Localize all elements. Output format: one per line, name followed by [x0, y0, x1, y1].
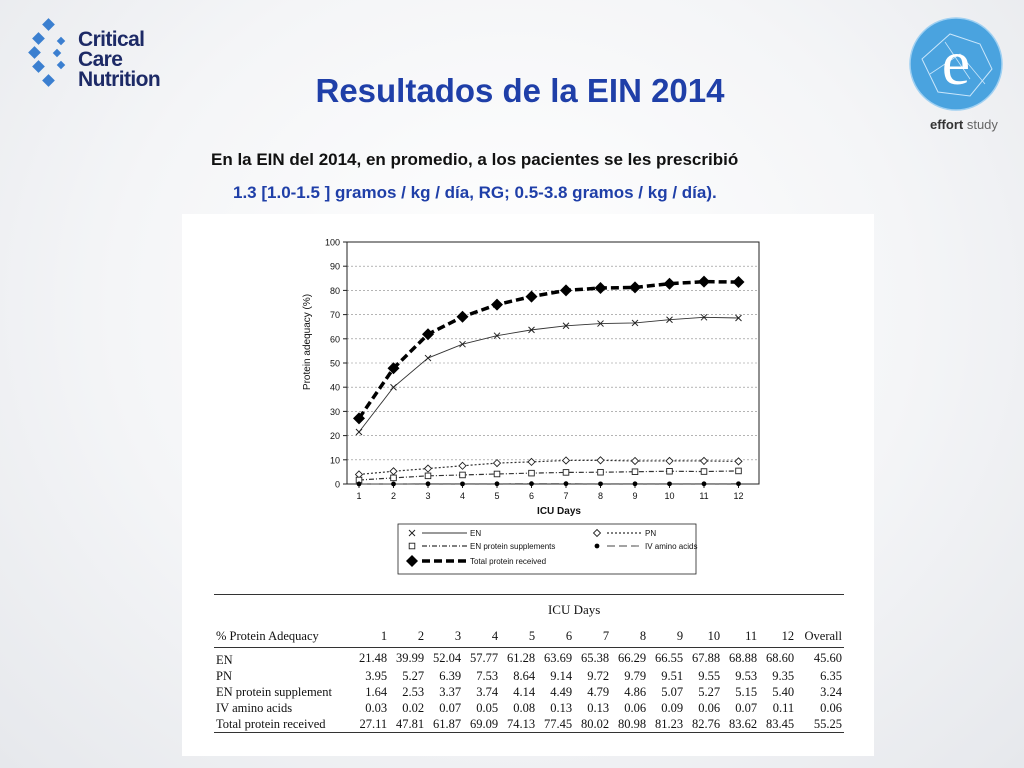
data-point [391, 482, 396, 487]
table-cell: 0.07 [439, 700, 462, 715]
table-cell: 0.09 [661, 700, 684, 715]
table-column-header: 3 [426, 625, 463, 648]
legend-label: Total protein received [470, 557, 547, 566]
table-cell: 83.62 [722, 716, 759, 733]
table-cell: 67.88 [692, 650, 721, 665]
data-point [563, 457, 570, 464]
data-point [736, 481, 741, 486]
table-cell: 0.13 [550, 700, 573, 715]
y-tick-label: 70 [329, 310, 340, 321]
table-cell: 68.88 [729, 650, 758, 665]
x-tick-label: 11 [699, 491, 709, 501]
table-column-header: 7 [574, 625, 611, 648]
data-point [564, 481, 569, 486]
subtitle-line-2: 1.3 [1.0-1.5 ] gramos / kg / día, RG; 0.5-3.8 gramos / kg / día). [233, 183, 717, 202]
data-point [491, 299, 503, 311]
table-row-label: IV amino acids [216, 700, 293, 715]
data-point [598, 469, 604, 475]
table-cell: 5.40 [772, 684, 795, 699]
table-cell: 9.14 [550, 668, 573, 683]
y-tick-label: 30 [329, 406, 340, 417]
table-cell: 7.53 [476, 668, 499, 683]
data-point [629, 281, 641, 293]
x-tick-label: 5 [494, 491, 500, 501]
table-cell: 21.48 [359, 650, 388, 665]
table-cell: 61.87 [426, 716, 463, 733]
effort-study-wordmark [930, 117, 998, 132]
table-cell: 82.76 [685, 716, 722, 733]
y-tick-label: 80 [329, 285, 340, 296]
table-row-label: EN protein supplement [216, 684, 332, 699]
table-cell: 4.49 [550, 684, 573, 699]
table-cell: 0.06 [820, 700, 842, 715]
data-point [632, 469, 638, 475]
data-point [701, 469, 707, 475]
effort-word: effort [930, 117, 964, 132]
data-point [459, 462, 466, 469]
table-column-header: 2 [389, 625, 426, 648]
data-point [563, 470, 569, 476]
table-cell: 80.02 [574, 716, 611, 733]
table-cell: 27.11 [352, 716, 389, 733]
table-cell: 68.60 [766, 650, 795, 665]
table-cell: 8.64 [513, 668, 536, 683]
table-cell: 45.60 [813, 650, 842, 665]
table-row [214, 648, 844, 669]
table-group-header: ICU Days [547, 602, 601, 617]
subtitle-line-1: En la EIN del 2014, en promedio, a los pacientes se les prescribió [211, 150, 739, 169]
x-axis-label: ICU Days [537, 506, 581, 517]
table-column-header: 11 [722, 625, 759, 648]
data-point [494, 460, 501, 467]
table-row [214, 700, 844, 716]
data-point [702, 481, 707, 486]
data-point [425, 473, 431, 479]
table-cell: 4.86 [624, 684, 647, 699]
data-point [597, 457, 604, 464]
table-cell: 4.14 [513, 684, 536, 699]
brand-line-1: Critical Care [78, 28, 145, 71]
legend-marker [595, 544, 600, 549]
table-cell: 0.08 [513, 700, 536, 715]
data-point [735, 458, 742, 465]
y-tick-label: 100 [324, 237, 340, 248]
x-tick-label: 1 [356, 491, 362, 501]
data-point [666, 457, 673, 464]
table-cell: 9.79 [624, 668, 647, 683]
x-tick-label: 8 [597, 491, 604, 501]
table-cell: 65.38 [581, 650, 610, 665]
effort-study-logo [900, 14, 1010, 134]
data-point [736, 468, 742, 474]
table-column-header: 10 [685, 625, 722, 648]
data-point [529, 481, 534, 486]
data-point [733, 276, 745, 288]
x-tick-label: 9 [632, 491, 638, 501]
table-cell: 77.45 [537, 716, 574, 733]
table-cell: 3.37 [439, 684, 462, 699]
y-tick-label: 90 [329, 261, 340, 272]
data-point [425, 355, 431, 361]
series-line [359, 471, 739, 480]
legend-label: EN protein supplements [470, 542, 556, 551]
data-point [698, 276, 710, 288]
table-cell: 9.53 [735, 668, 758, 683]
table-cell: 1.64 [365, 684, 388, 699]
table-row [214, 668, 844, 684]
table-cell: 0.05 [476, 700, 499, 715]
table-cell: 0.07 [735, 700, 758, 715]
protein-adequacy-table [214, 594, 844, 733]
data-point [460, 472, 466, 478]
series-2 [356, 468, 741, 483]
legend-label: EN [470, 529, 482, 538]
table-cell: 5.15 [735, 684, 758, 699]
table-cell: 0.06 [624, 700, 647, 715]
table-cell: 0.11 [772, 700, 795, 715]
table-column-header: 1 [352, 625, 389, 648]
table-cell: 39.99 [396, 650, 425, 665]
table-cell: 52.04 [433, 650, 462, 665]
data-point [425, 465, 432, 472]
table-cell: 5.07 [661, 684, 684, 699]
table-row-label: EN [216, 652, 233, 667]
series-4 [353, 276, 745, 425]
data-point [664, 278, 676, 290]
table-cell: 3.95 [365, 668, 388, 683]
x-tick-label: 7 [563, 491, 569, 501]
table-cell: 2.53 [402, 684, 425, 699]
table-row [214, 716, 844, 733]
table-cell: 3.74 [476, 684, 499, 699]
x-tick-label: 4 [459, 491, 466, 501]
data-point [667, 468, 673, 474]
data-point [356, 429, 362, 435]
data-point [426, 481, 431, 486]
table-cell: 83.45 [759, 716, 796, 733]
table-cell: 66.29 [618, 650, 647, 665]
table-cell: 55.25 [796, 716, 844, 733]
table-cell: 63.69 [544, 650, 573, 665]
table-cell: 74.13 [500, 716, 537, 733]
study-word: study [966, 117, 998, 132]
table-cell: 5.27 [402, 668, 425, 683]
data-point [494, 471, 500, 477]
x-tick-label: 6 [528, 491, 535, 501]
data-point [391, 475, 397, 481]
table-cell: 57.77 [470, 650, 499, 665]
data-point [460, 481, 465, 486]
x-tick-label: 12 [733, 491, 744, 501]
svg-text:e: e [941, 27, 971, 98]
data-point [460, 341, 466, 347]
data-point [390, 468, 397, 475]
x-tick-label: 3 [425, 491, 431, 501]
table-column-header: 9 [648, 625, 685, 648]
data-point [357, 482, 362, 487]
table-cell: 6.39 [439, 668, 462, 683]
table-cell: 0.13 [587, 700, 610, 715]
series-line [359, 282, 739, 419]
data-point [632, 457, 639, 464]
data-point [633, 481, 638, 486]
data-point [560, 284, 572, 296]
page-title: Resultados de la EIN 2014 [315, 72, 725, 109]
table-cell: 9.51 [661, 668, 684, 683]
table-cell: 9.72 [587, 668, 610, 683]
data-point [457, 311, 469, 323]
series-0 [356, 314, 742, 435]
data-point [598, 481, 603, 486]
table-column-header: 12 [759, 625, 796, 648]
table-cell: 9.35 [772, 668, 795, 683]
table-row-label: PN [216, 668, 232, 683]
table-cell: 81.23 [648, 716, 685, 733]
series-line [359, 317, 739, 432]
brand-line-2: Nutrition [78, 68, 161, 91]
data-point [528, 458, 535, 465]
data-point [495, 481, 500, 486]
table-row-label: Total protein received [214, 716, 352, 733]
data-point [526, 291, 538, 303]
table-column-header: 8 [611, 625, 648, 648]
globe-e-icon [900, 14, 1010, 114]
x-tick-label: 10 [664, 491, 675, 501]
table-column-header: 4 [463, 625, 500, 648]
table-cell: 47.81 [389, 716, 426, 733]
table-cell: 4.79 [587, 684, 610, 699]
figure-panel [182, 214, 874, 756]
data-point [529, 470, 535, 476]
table-cell: 66.55 [655, 650, 684, 665]
table-cell: 9.55 [698, 668, 721, 683]
table-cell: 0.06 [698, 700, 721, 715]
table-cell: 6.35 [820, 668, 842, 683]
table-column-header: 6 [537, 625, 574, 648]
legend-label: IV amino acids [645, 542, 698, 551]
table-cell: 61.28 [507, 650, 536, 665]
y-tick-label: 0 [334, 479, 340, 490]
table-row-header: % Protein Adequacy [214, 625, 352, 648]
table-row [214, 684, 844, 700]
y-tick-label: 50 [329, 358, 340, 369]
data-point [701, 457, 708, 464]
protein-adequacy-chart [182, 214, 874, 584]
table-column-header: Overall [796, 625, 844, 648]
y-tick-label: 60 [329, 334, 340, 345]
legend-label: PN [645, 529, 657, 538]
series-line [359, 460, 739, 474]
table-cell: 0.02 [402, 700, 425, 715]
y-tick-label: 10 [329, 455, 340, 466]
y-tick-label: 20 [329, 431, 340, 442]
y-axis-label: Protein adequacy (%) [302, 293, 313, 391]
y-tick-label: 40 [329, 382, 340, 393]
data-point [595, 282, 607, 294]
table-cell: 0.03 [365, 700, 388, 715]
table-column-header: 5 [500, 625, 537, 648]
table-cell: 3.24 [820, 684, 842, 699]
x-tick-label: 2 [390, 491, 397, 501]
table-cell: 69.09 [463, 716, 500, 733]
table-cell: 80.98 [611, 716, 648, 733]
legend-marker [409, 543, 415, 549]
data-point [667, 481, 672, 486]
table-cell: 5.27 [698, 684, 721, 699]
